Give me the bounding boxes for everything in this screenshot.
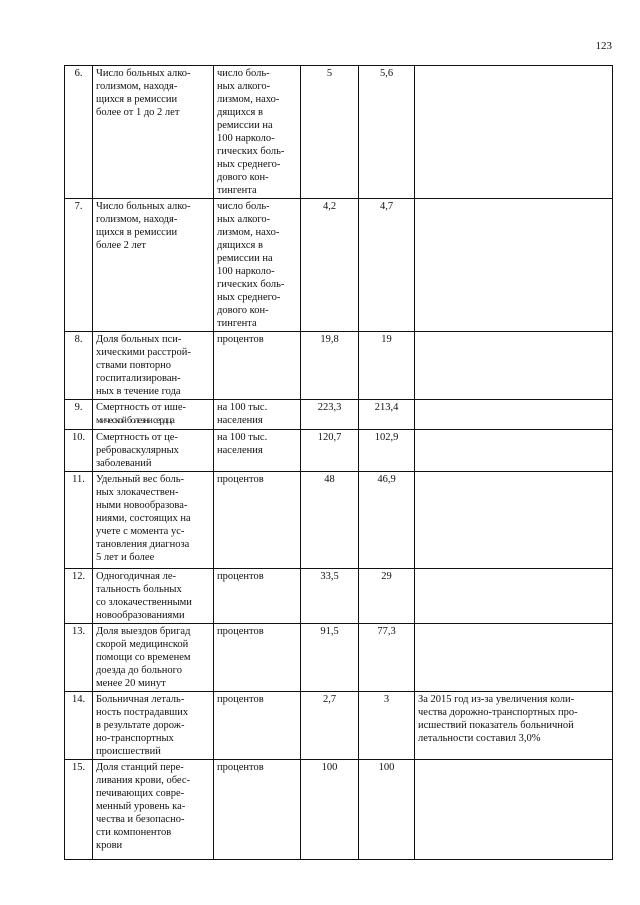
table-row bbox=[65, 430, 613, 472]
value-planned: 100 bbox=[301, 760, 359, 860]
note bbox=[415, 199, 613, 332]
table-row bbox=[65, 624, 613, 692]
row-number: 9. bbox=[65, 400, 93, 430]
value-planned: 223,3 bbox=[301, 400, 359, 430]
indicator-name: Доля станций пере- ливания крови, обес- печивающих совре- менный уровень ка- чества и безопасно- сти компонентов крови bbox=[93, 760, 214, 860]
value-planned: 120,7 bbox=[301, 430, 359, 472]
unit: процентов bbox=[214, 569, 301, 624]
row-number: 14. bbox=[65, 692, 93, 760]
indicator-name: Больничная леталь- ность пострадавших в результате дорож- но-транспортных происшествий bbox=[93, 692, 214, 760]
table-row bbox=[65, 332, 613, 400]
indicator-name: Доля выездов бригад скорой медицинской помощи со временем доезда до больного менее 20 минут bbox=[93, 624, 214, 692]
value-planned: 19,8 bbox=[301, 332, 359, 400]
indicator-name: Одногодичная ле- тальность больных со злокачественными новообразованиями bbox=[93, 569, 214, 624]
value-planned: 91,5 bbox=[301, 624, 359, 692]
table-row bbox=[65, 400, 613, 430]
value-planned: 48 bbox=[301, 472, 359, 569]
indicator-name bbox=[93, 400, 214, 430]
value-planned: 33,5 bbox=[301, 569, 359, 624]
note: За 2015 год из-за увеличения коли- чества дорожно-транспортных про- исшествий показатель больничной летальности составил 3,0% bbox=[415, 692, 613, 760]
note bbox=[415, 472, 613, 569]
table-row bbox=[65, 66, 613, 199]
indicator-name-line: мической болезни сердца bbox=[96, 416, 174, 426]
unit: процентов bbox=[214, 624, 301, 692]
value-actual: 5,6 bbox=[359, 66, 415, 199]
value-actual: 19 bbox=[359, 332, 415, 400]
unit: на 100 тыс. населения bbox=[214, 430, 301, 472]
unit: число боль- ных алкого- лизмом, нахо- дящихся в ремиссии на 100 нарколо- гических боль- ных среднего- дового кон- тингента bbox=[214, 66, 301, 199]
indicator-name: Смертность от це- реброваскулярных заболеваний bbox=[93, 430, 214, 472]
unit: процентов bbox=[214, 760, 301, 860]
row-number: 10. bbox=[65, 430, 93, 472]
value-actual: 77,3 bbox=[359, 624, 415, 692]
note bbox=[415, 624, 613, 692]
indicator-name: Число больных алко- голизмом, находя- щихся в ремиссии более 2 лет bbox=[93, 199, 214, 332]
row-number: 8. bbox=[65, 332, 93, 400]
note bbox=[415, 430, 613, 472]
page-number: 123 bbox=[595, 40, 612, 52]
note bbox=[415, 332, 613, 400]
value-planned: 5 bbox=[301, 66, 359, 199]
unit: процентов bbox=[214, 692, 301, 760]
unit: число боль- ных алкого- лизмом, нахо- дящихся в ремиссии на 100 нарколо- гических боль- ных среднего- дового кон- тингента bbox=[214, 199, 301, 332]
note bbox=[415, 760, 613, 860]
row-number: 6. bbox=[65, 66, 93, 199]
value-planned: 2,7 bbox=[301, 692, 359, 760]
note bbox=[415, 569, 613, 624]
table-row bbox=[65, 569, 613, 624]
value-planned: 4,2 bbox=[301, 199, 359, 332]
row-number: 13. bbox=[65, 624, 93, 692]
indicator-name: Доля больных пси- хическими расстрой- ствами повторно госпитализирован- ных в течение года bbox=[93, 332, 214, 400]
value-actual: 100 bbox=[359, 760, 415, 860]
table-row bbox=[65, 692, 613, 760]
unit: процентов bbox=[214, 332, 301, 400]
value-actual: 3 bbox=[359, 692, 415, 760]
indicators-table bbox=[64, 65, 613, 860]
indicators-table-body bbox=[65, 66, 613, 860]
row-number: 15. bbox=[65, 760, 93, 860]
row-number: 12. bbox=[65, 569, 93, 624]
row-number: 7. bbox=[65, 199, 93, 332]
table-row bbox=[65, 472, 613, 569]
indicator-name-line: Смертность от ише- bbox=[96, 402, 186, 413]
unit: процентов bbox=[214, 472, 301, 569]
table-row bbox=[65, 199, 613, 332]
note bbox=[415, 66, 613, 199]
indicator-name: Число больных алко- голизмом, находя- щихся в ремиссии более от 1 до 2 лет bbox=[93, 66, 214, 199]
value-actual: 4,7 bbox=[359, 199, 415, 332]
row-number: 11. bbox=[65, 472, 93, 569]
value-actual: 29 bbox=[359, 569, 415, 624]
value-actual: 46,9 bbox=[359, 472, 415, 569]
value-actual: 102,9 bbox=[359, 430, 415, 472]
value-actual: 213,4 bbox=[359, 400, 415, 430]
indicator-name: Удельный вес боль- ных злокачествен- ными новообразова- ниями, состоящих на учете с момента ус- тановления диагноза 5 лет и более bbox=[93, 472, 214, 569]
unit: на 100 тыс. населения bbox=[214, 400, 301, 430]
table-row bbox=[65, 760, 613, 860]
note bbox=[415, 400, 613, 430]
